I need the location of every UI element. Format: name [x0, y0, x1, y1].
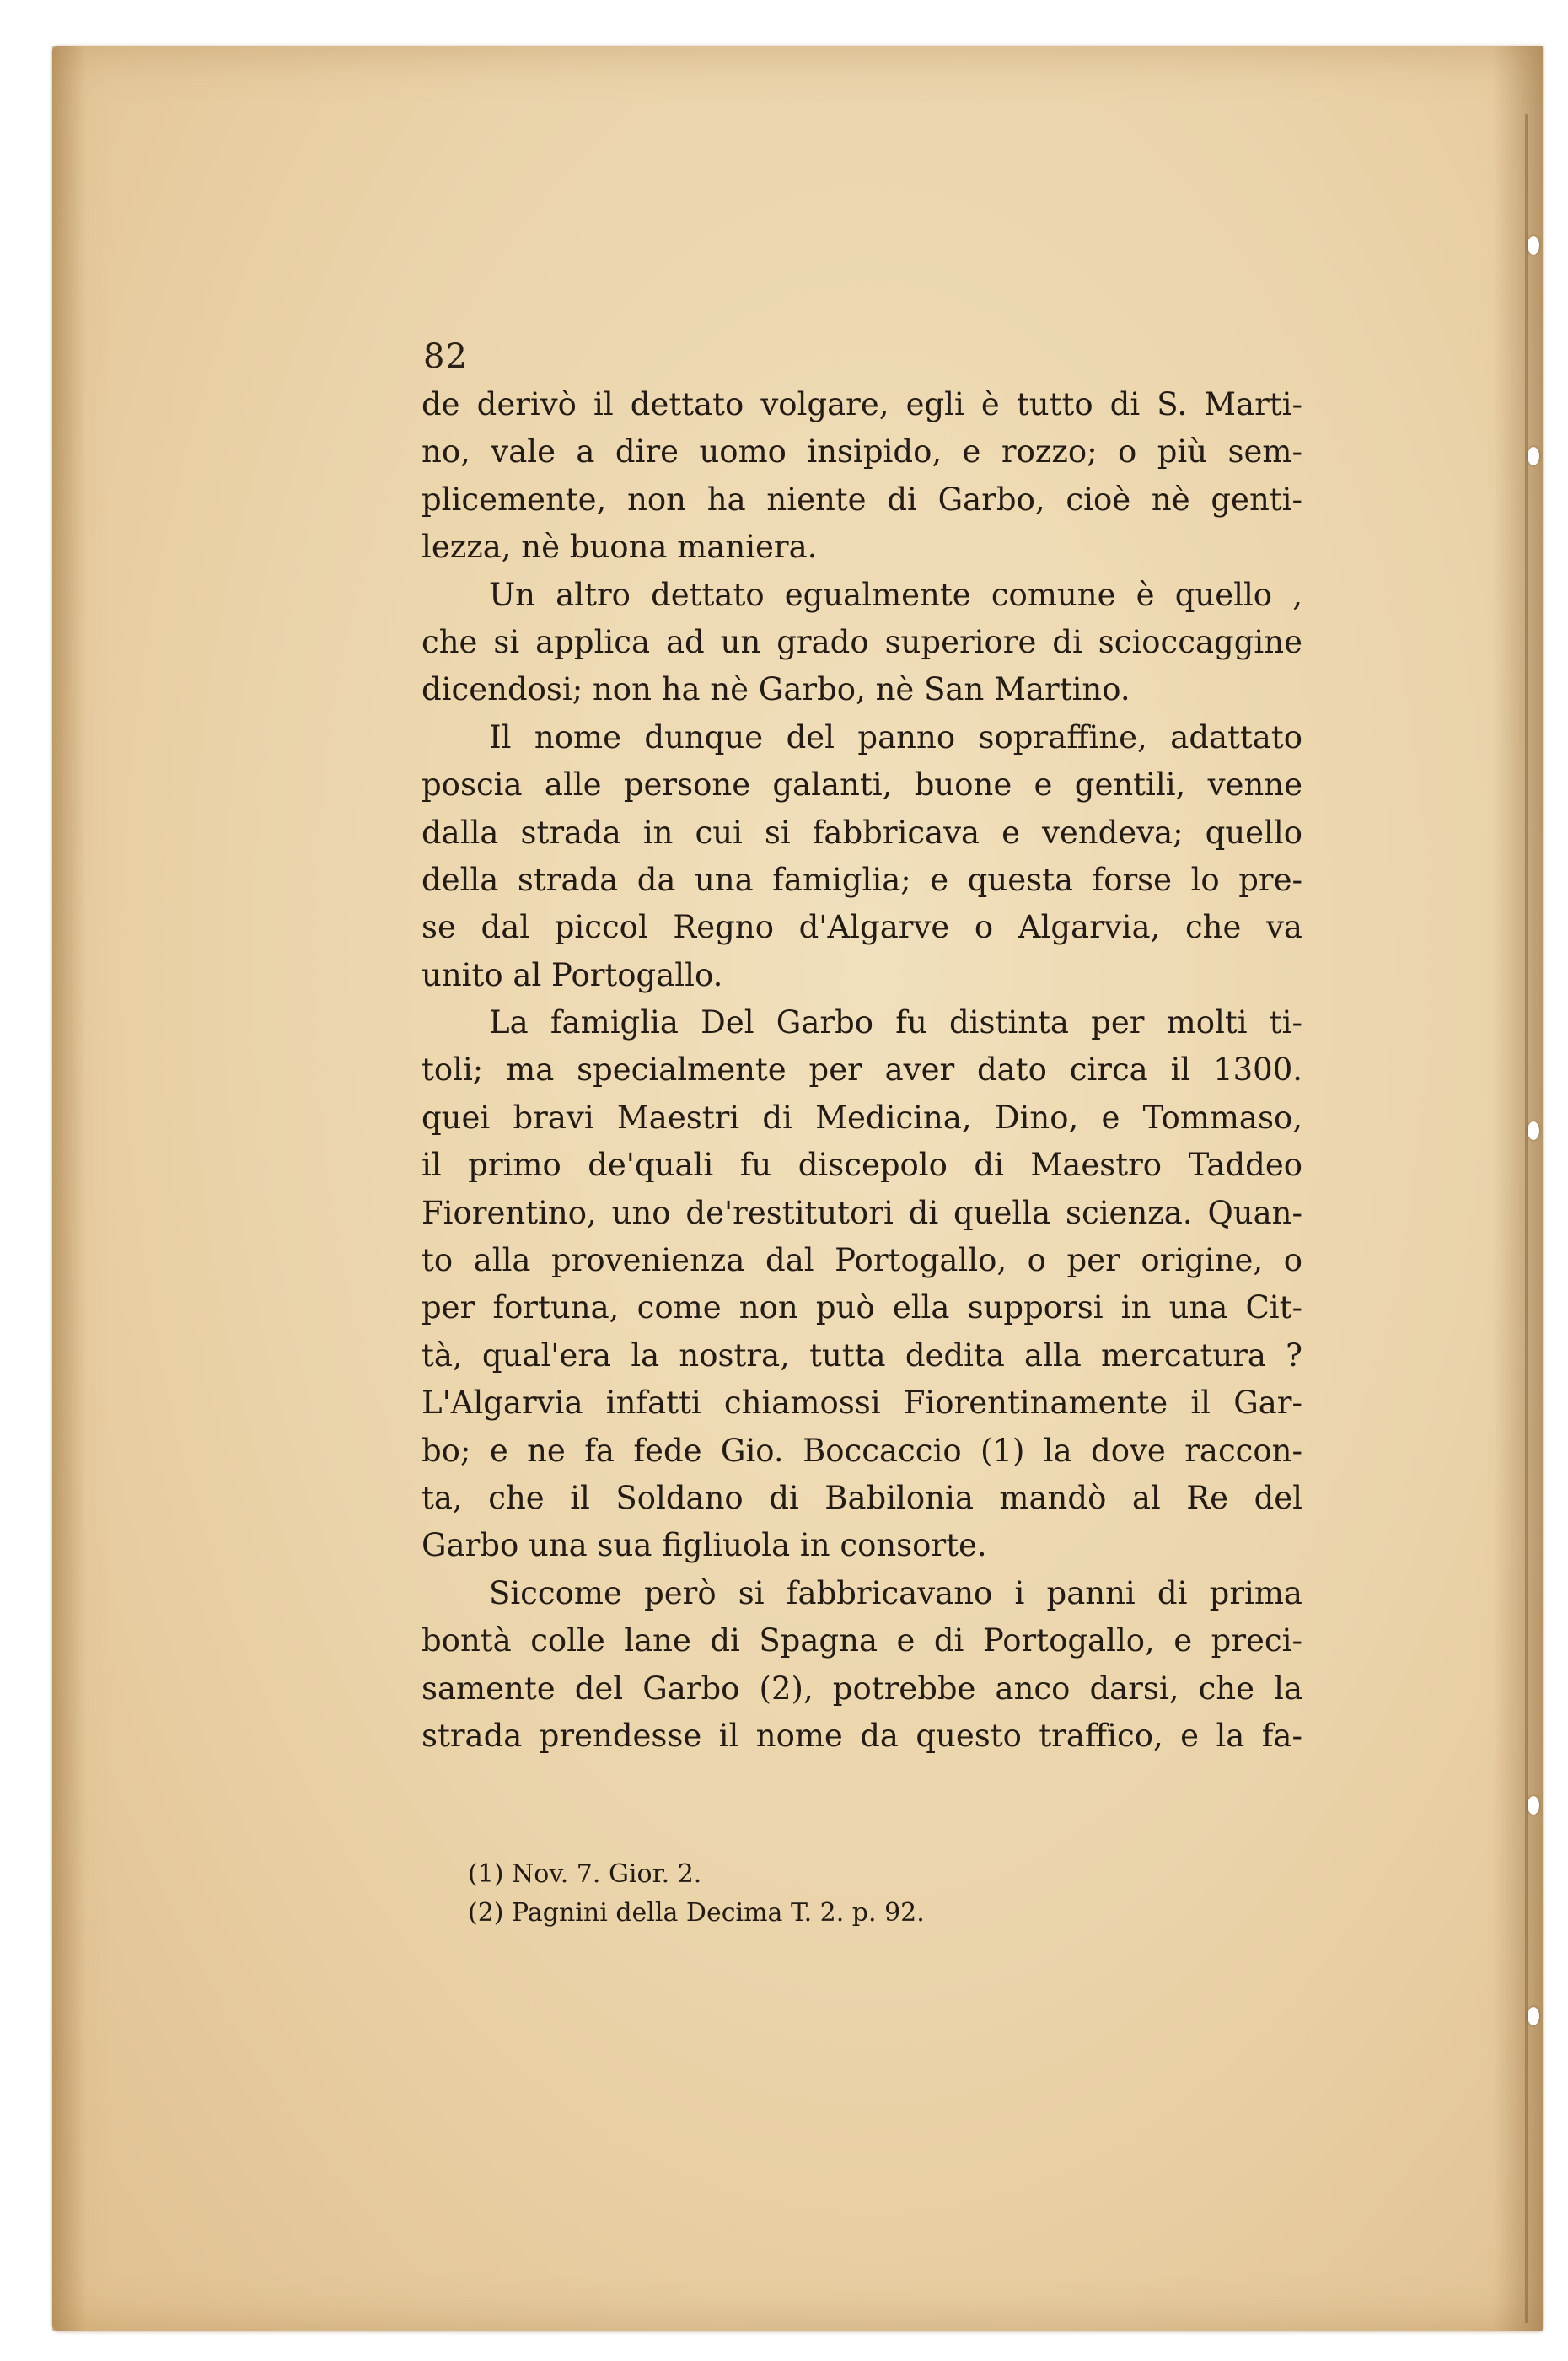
text-line: tà, qual'era la nostra, tutta dedita alla mercatura ? — [422, 1336, 1302, 1374]
binding-edge — [1525, 114, 1528, 2323]
text-line: Garbo una sua figliuola in consorte. — [422, 1527, 987, 1564]
text-line: se dal piccol Regno d'Algarve o Algarvia, che va — [422, 909, 1302, 946]
text-line: quei bravi Maestri di Medicina, Dino, e Tommaso, — [422, 1099, 1302, 1136]
text-line: per fortuna, come non può ella supporsi in una Cit- — [422, 1289, 1302, 1326]
footnote: (2) Pagnini della Decima T. 2. p. 92. — [468, 1898, 925, 1928]
text-line: de derivò il dettato volgare, egli è tutto di S. Marti- — [422, 386, 1302, 422]
text-line: il primo de'quali fu discepolo di Maestro Taddeo — [422, 1147, 1302, 1184]
text-line: lezza, nè buona maniera. — [422, 529, 818, 566]
binding-hole — [1528, 1121, 1539, 1140]
text-line: no, vale a dire uomo insipido, e rozzo; o più sem- — [422, 433, 1302, 471]
paragraph — [422, 1570, 1302, 1761]
text-line: strada prendesse il nome da questo traffico, e la fa- — [422, 1717, 1302, 1754]
binding-hole — [1528, 1796, 1539, 1815]
binding-hole — [1528, 236, 1539, 255]
text-line: Il nome dunque del panno sopraffine, adattato — [489, 718, 1302, 756]
text-line: dalla strada in cui si fabbricava e vendeva; quello — [422, 814, 1302, 851]
paragraph — [422, 572, 1302, 714]
paragraph — [422, 381, 1302, 572]
body-text — [422, 381, 1302, 1760]
text-line: Fiorentino, uno de'restitutori di quella scienza. Quan- — [422, 1194, 1302, 1231]
paragraph — [422, 714, 1302, 999]
text-line: bontà colle lane di Spagna e di Portogallo, e preci- — [422, 1622, 1302, 1659]
footnotes — [468, 1855, 925, 1933]
text-line: dicendosi; non ha nè Garbo, nè San Martino. — [422, 671, 1130, 708]
text-line: della strada da una famiglia; e questa forse lo pre- — [422, 861, 1302, 898]
text-line: to alla provenienza dal Portogallo, o per origine, o — [422, 1242, 1302, 1279]
text-line: Siccome però si fabbricavano i panni di prima — [489, 1574, 1302, 1611]
text-line: unito al Portogallo. — [422, 956, 723, 993]
page-number: 82 — [423, 337, 468, 376]
text-line: La famiglia Del Garbo fu distinta per molti ti- — [489, 1004, 1302, 1041]
text-line: Un altro dettato egualmente comune è quello , — [489, 576, 1302, 613]
text-line: poscia alle persone galanti, buone e gentili, venne — [422, 766, 1302, 804]
text-line: bo; e ne fa fede Gio. Boccaccio (1) la dove raccon- — [422, 1432, 1302, 1469]
text-line: plicemente, non ha niente di Garbo, cioè nè genti- — [422, 481, 1302, 518]
footnote: (1) Nov. 7. Gior. 2. — [468, 1859, 702, 1889]
binding-hole — [1528, 447, 1539, 465]
text-line: L'Algarvia infatti chiamossi Fiorentinamente il Gar- — [422, 1385, 1302, 1422]
paragraph — [422, 999, 1302, 1570]
text-line: ta, che il Soldano di Babilonia mandò al Re del — [422, 1479, 1302, 1516]
text-line: che si applica ad un grado superiore di scioccaggine — [422, 623, 1302, 660]
binding-hole — [1528, 2007, 1539, 2025]
text-line: samente del Garbo (2), potrebbe anco darsi, che la — [422, 1670, 1302, 1707]
text-line: toli; ma specialmente per aver dato circa il 1300. — [422, 1051, 1302, 1089]
